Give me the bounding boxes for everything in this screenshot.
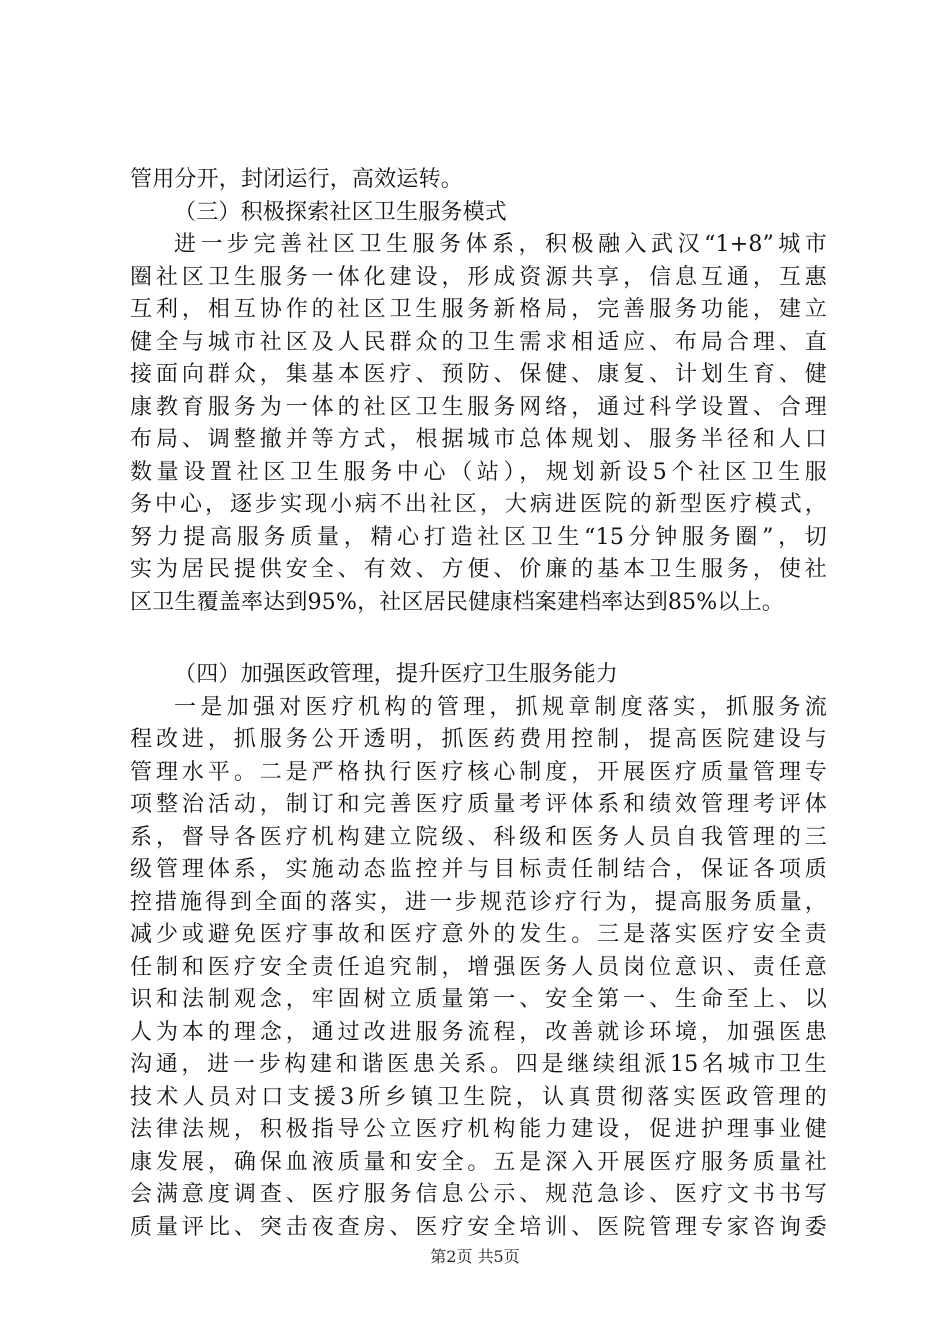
paragraph-line: 程改进，抓服务公开透明，抓医药费用控制，提高医院建设与 [130, 727, 827, 752]
paragraph-gap [130, 619, 827, 659]
body-text [130, 164, 827, 1244]
paragraph-line: 减少或避免医疗事故和医疗意外的发生。三是落实医疗安全责 [130, 922, 827, 947]
page-number-footer: 第2页 共5页 [430, 1247, 520, 1266]
paragraph-line: 互利，相互协作的社区卫生服务新格局，完善服务功能，建立 [130, 297, 827, 322]
paragraph-line: 会满意度调查、医疗服务信息公示、规范急诊、医疗文书书写 [130, 1182, 827, 1207]
paragraph-line: 实为居民提供安全、有效、方便、价廉的基本卫生服务，使社 [130, 557, 827, 582]
paragraph-line: 康教育服务为一体的社区卫生服务网络，通过科学设置、合理 [130, 394, 827, 420]
paragraph-line: 健全与城市社区及人民群众的卫生需求相适应、布局合理、直 [130, 329, 827, 355]
paragraph-line: 控措施得到全面的落实，进一步规范诊疗行为，提高服务质量， [130, 889, 827, 915]
paragraph-line: 圈社区卫生服务一体化建设，形成资源共享，信息互通，互惠 [130, 264, 827, 290]
paragraph-line: 沟通，进一步构建和谐医患关系。四是继续组派15名城市卫生 [130, 1052, 827, 1077]
paragraph-line: 努力提高服务质量，精心打造社区卫生“15分钟服务圈”，切 [130, 524, 827, 550]
paragraph-line: 系，督导各医疗机构建立院级、科级和医务人员自我管理的三 [130, 824, 827, 850]
paragraph-line: 任制和医疗安全责任追究制，增强医务人员岗位意识、责任意 [130, 954, 827, 980]
paragraph-line: 技术人员对口支援3所乡镇卫生院，认真贯彻落实医政管理的 [130, 1084, 827, 1110]
paragraph-line: 布局、调整撤并等方式，根据城市总体规划、服务半径和人口 [130, 427, 827, 452]
paragraph-line: 接面向群众，集基本医疗、预防、保健、康复、计划生育、健 [130, 362, 827, 387]
paragraph-line: 级管理体系，实施动态监控并与目标责任制结合，保证各项质 [130, 857, 827, 882]
paragraph-line: 区卫生覆盖率达到95%，社区居民健康档案建档率达到85%以上。 [130, 589, 784, 615]
section-heading-3: （三）积极探索社区卫生服务模式 [174, 199, 508, 225]
section-heading-4: （四）加强医政管理，提升医疗卫生服务能力 [174, 662, 619, 687]
paragraph-line: 康发展，确保血液质量和安全。五是深入开展医疗服务质量社 [130, 1149, 827, 1175]
paragraph-line: 数量设置社区卫生服务中心（站），规划新设5个社区卫生服 [130, 459, 827, 485]
paragraph-line: 人为本的理念，通过改进服务流程，改善就诊环境，加强医患 [130, 1019, 827, 1045]
paragraph-line: 质量评比、突击夜查房、医疗安全培训、医院管理专家咨询委 [130, 1214, 827, 1240]
paragraph-line: 识和法制观念，牢固树立质量第一、安全第一、生命至上、以 [130, 987, 827, 1012]
paragraph-line: 一是加强对医疗机构的管理，抓规章制度落实，抓服务流 [174, 694, 827, 720]
paragraph-line: 管用分开，封闭运行，高效运转。 [130, 167, 464, 192]
paragraph-line: 法律法规，积极指导公立医疗机构能力建设，促进护理事业健 [130, 1117, 827, 1142]
paragraph-line: 进一步完善社区卫生服务体系，积极融入武汉“1+8”城市 [174, 232, 827, 257]
paragraph-line: 项整治活动，制订和完善医疗质量考评体系和绩效管理考评体 [130, 792, 827, 817]
paragraph-line: 务中心，逐步实现小病不出社区，大病进医院的新型医疗模式， [130, 492, 827, 517]
paragraph-line: 管理水平。二是严格执行医疗核心制度，开展医疗质量管理专 [130, 759, 827, 785]
